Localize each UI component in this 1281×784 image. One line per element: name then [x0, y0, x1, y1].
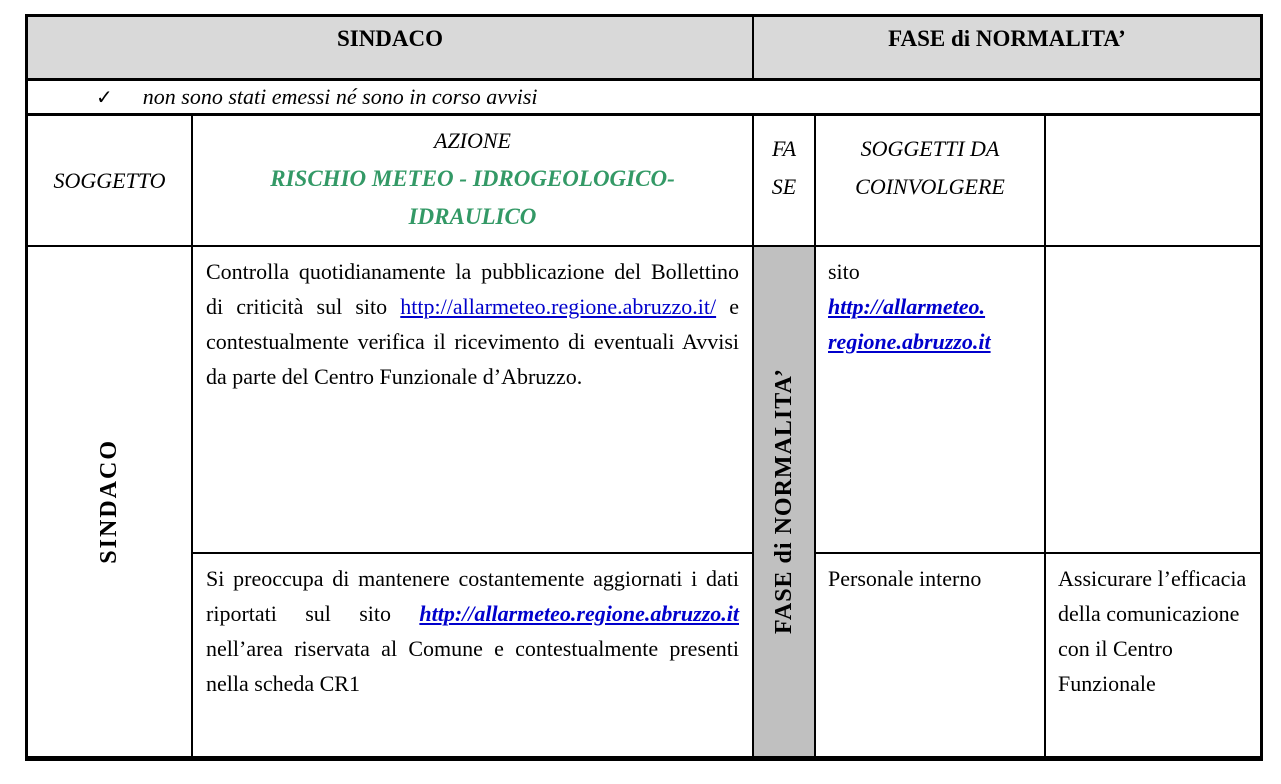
sito-label: sito — [828, 259, 860, 284]
checkmark-icon: ✓ — [96, 86, 113, 109]
body-fase-band — [754, 247, 816, 756]
note-text: non sono stati emessi né sono in corso avvisi — [142, 84, 538, 109]
header-sindaco — [28, 17, 754, 81]
personale-interno-label: Personale interno — [828, 566, 982, 591]
body-note-row2 — [1046, 554, 1260, 756]
column-header-azione — [193, 116, 754, 247]
header-fase-normalita-label: FASE di NORMALITA’ — [888, 26, 1126, 51]
allarmeteo-link-2[interactable]: http://allarmeteo.regione.abruzzo.it — [419, 601, 739, 626]
azione-risk-line2: IDRAULICO — [408, 204, 537, 229]
body-soggetto-sindaco — [28, 247, 193, 756]
azione2-text-after: nell’area riservata al Comune e contestualmente presenti nella scheda CR1 — [206, 636, 739, 696]
column-header-soggetti-da-coinvolgere — [816, 116, 1046, 247]
azione-risk-line1: RISCHIO METEO - IDROGEOLOGICO- — [270, 166, 675, 191]
body-empty-cell-row1 — [1046, 247, 1260, 554]
assicurare-efficacia-text: Assicurare l’efficacia della comunicazione con il Centro Funzionale — [1058, 566, 1247, 696]
azione-paragraph-2 — [193, 554, 752, 701]
azione-paragraph-1 — [193, 247, 752, 394]
header-sindaco-label: SINDACO — [336, 26, 444, 51]
body-azione-row1 — [193, 247, 754, 554]
azione1-text-before: Controlla quotidianamente la pubblicazione del Bollettino di criticità sul sito — [206, 259, 739, 319]
sindaco-vertical-label: SINDACO — [96, 439, 122, 564]
column-header-soggetto — [28, 116, 193, 247]
body-soggetti-row2 — [816, 554, 1046, 756]
azione1-text-after: e contestualmente verifica il ricevimento di eventuali Avvisi da parte del Centro Funzionale d’Abruzzo. — [206, 294, 740, 389]
procedure-table — [25, 14, 1263, 761]
fase-line1: FA — [771, 136, 797, 161]
allarmeteo-link-3-line1[interactable]: http://allarmeteo. — [828, 294, 986, 319]
column-header-soggetto-label: SOGGETTO — [53, 167, 166, 193]
fase-normalita-vertical-label: FASE di NORMALITA’ — [770, 368, 797, 635]
fase-line2: SE — [771, 174, 797, 199]
note-row — [28, 81, 1260, 116]
column-header-fase — [754, 116, 816, 247]
azione2-text-before: Si preoccupa di mantenere costantemente aggiornati i dati riportati sul sito — [206, 566, 739, 626]
azione-title: AZIONE — [434, 128, 511, 153]
allarmeteo-link-3-line2[interactable]: regione.abruzzo.it — [828, 329, 991, 354]
body-azione-row2 — [193, 554, 754, 756]
column-header-soggetti-label: SOGGETTI DA COINVOLGERE — [855, 136, 1005, 199]
column-header-empty-cell — [1046, 116, 1260, 247]
body-soggetti-row1 — [816, 247, 1046, 554]
header-fase-normalita — [754, 17, 1260, 81]
allarmeteo-link-1[interactable]: http://allarmeteo.regione.abruzzo.it/ — [400, 294, 717, 319]
